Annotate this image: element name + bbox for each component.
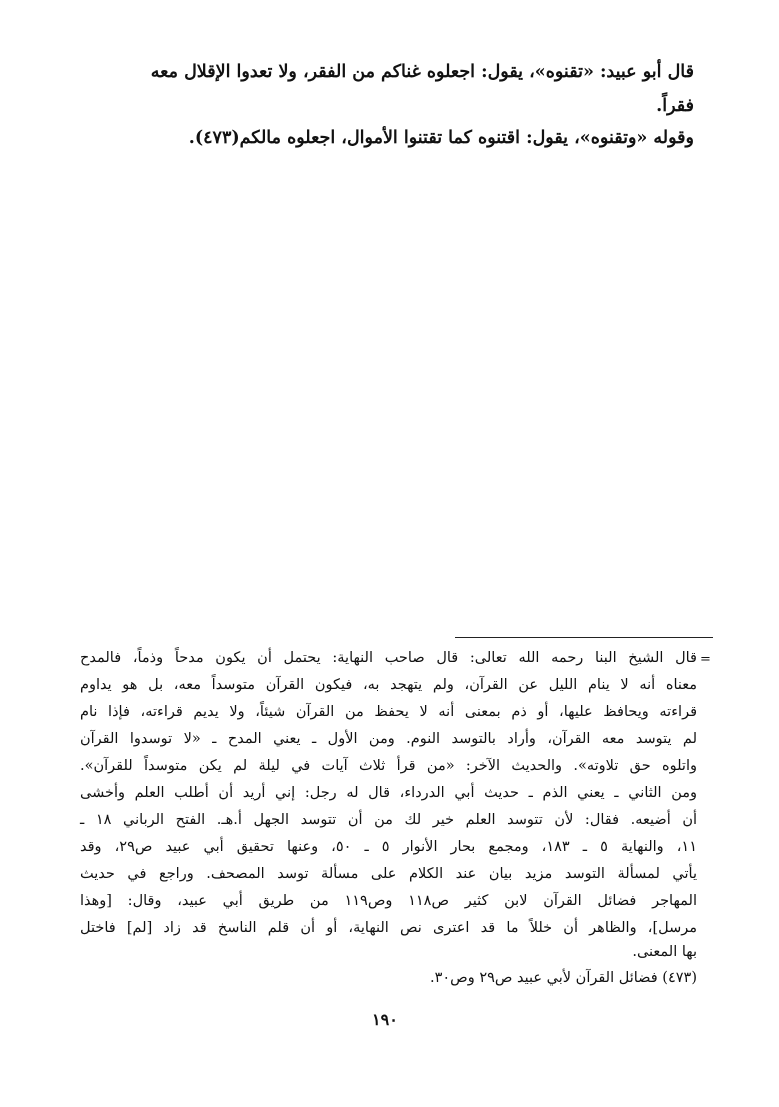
page-number: ١٩٠ bbox=[372, 1010, 398, 1029]
footnote-line: بها المعنى. bbox=[632, 944, 697, 960]
footnote-line: قراءته ويحافظ عليها، أو ذم بمعنى أنه لا يحفظ من القرآن شيئاً، ولا يديم قراءته، فإذا نام bbox=[80, 704, 697, 720]
main-text-line-1: قال أبو عبيد: «تقنوه»، يقول: اجعلوه غناكم من الفقر، ولا تعدوا الإقلال معه bbox=[150, 62, 694, 82]
footnote-line: ١١، والنهاية ٥ ـ ١٨٣، ومجمع بحار الأنوار ٥ ـ ٥٠، وعنها تحقيق أبي عبيد ص٢٩، وقد bbox=[80, 839, 697, 855]
footnote-line: واتلوه حق تلاوته». والحديث الآخر: «من قرأ ثلاث آيات في ليلة لم يكن متوسداً للقرآن». bbox=[80, 758, 697, 774]
footnote-separator-rule bbox=[455, 637, 713, 638]
footnote-line: معناه أنه لا ينام الليل عن القرآن، ولم يتهجد به، فيكون القرآن متوسداً معه، بل هو يداوم bbox=[80, 677, 697, 693]
main-text-line-3: وقوله «وتقنوه»، يقول: اقتنوه كما تقتنوا الأموال، اجعلوه مالكم(٤٧٣). bbox=[188, 128, 694, 148]
footnote-line: ومن الثاني ـ يعني الذم ـ حديث أبي الدرداء، قال له رجل: إني أريد أن أطلب العلم وأخشى bbox=[80, 785, 698, 801]
footnote-line: أن أضيعه. فقال: لأن تتوسد العلم خير لك من أن تتوسد الجهل أ.هـ. الفتح الرباني ١٨ ـ bbox=[80, 812, 698, 828]
footnote-473: (٤٧٣) فضائل القرآن لأبي عبيد ص٢٩ وص٣٠. bbox=[429, 970, 697, 986]
footnote-continuation-mark: = bbox=[700, 652, 711, 667]
footnote-line: يأتي لمسألة التوسد مزيد بيان عند الكلام على مسألة توسد المصحف. وراجع في حديث bbox=[80, 866, 697, 882]
footnote-line: مرسل]، والظاهر أن خللاً ما قد اعترى نص النهاية، أو أن قلم الناسخ قد زاد [لم] فاختل bbox=[80, 920, 697, 936]
main-text-line-2: فقراً. bbox=[656, 96, 694, 116]
footnote-line: قال الشيخ البنا رحمه الله تعالى: قال صاحب النهاية: يحتمل أن يكون مدحاً وذماً، فالمدح bbox=[80, 650, 697, 666]
footnote-line: المهاجر فضائل القرآن لابن كثير ص١١٨ وص١١٩ من طريق أبي عبيد، وقال: [وهذا bbox=[80, 893, 697, 909]
footnote-line: لم يتوسد معه القرآن، وأراد بالتوسد النوم. ومن الأول ـ يعني المدح ـ «لا توسدوا القرآن bbox=[80, 731, 697, 747]
